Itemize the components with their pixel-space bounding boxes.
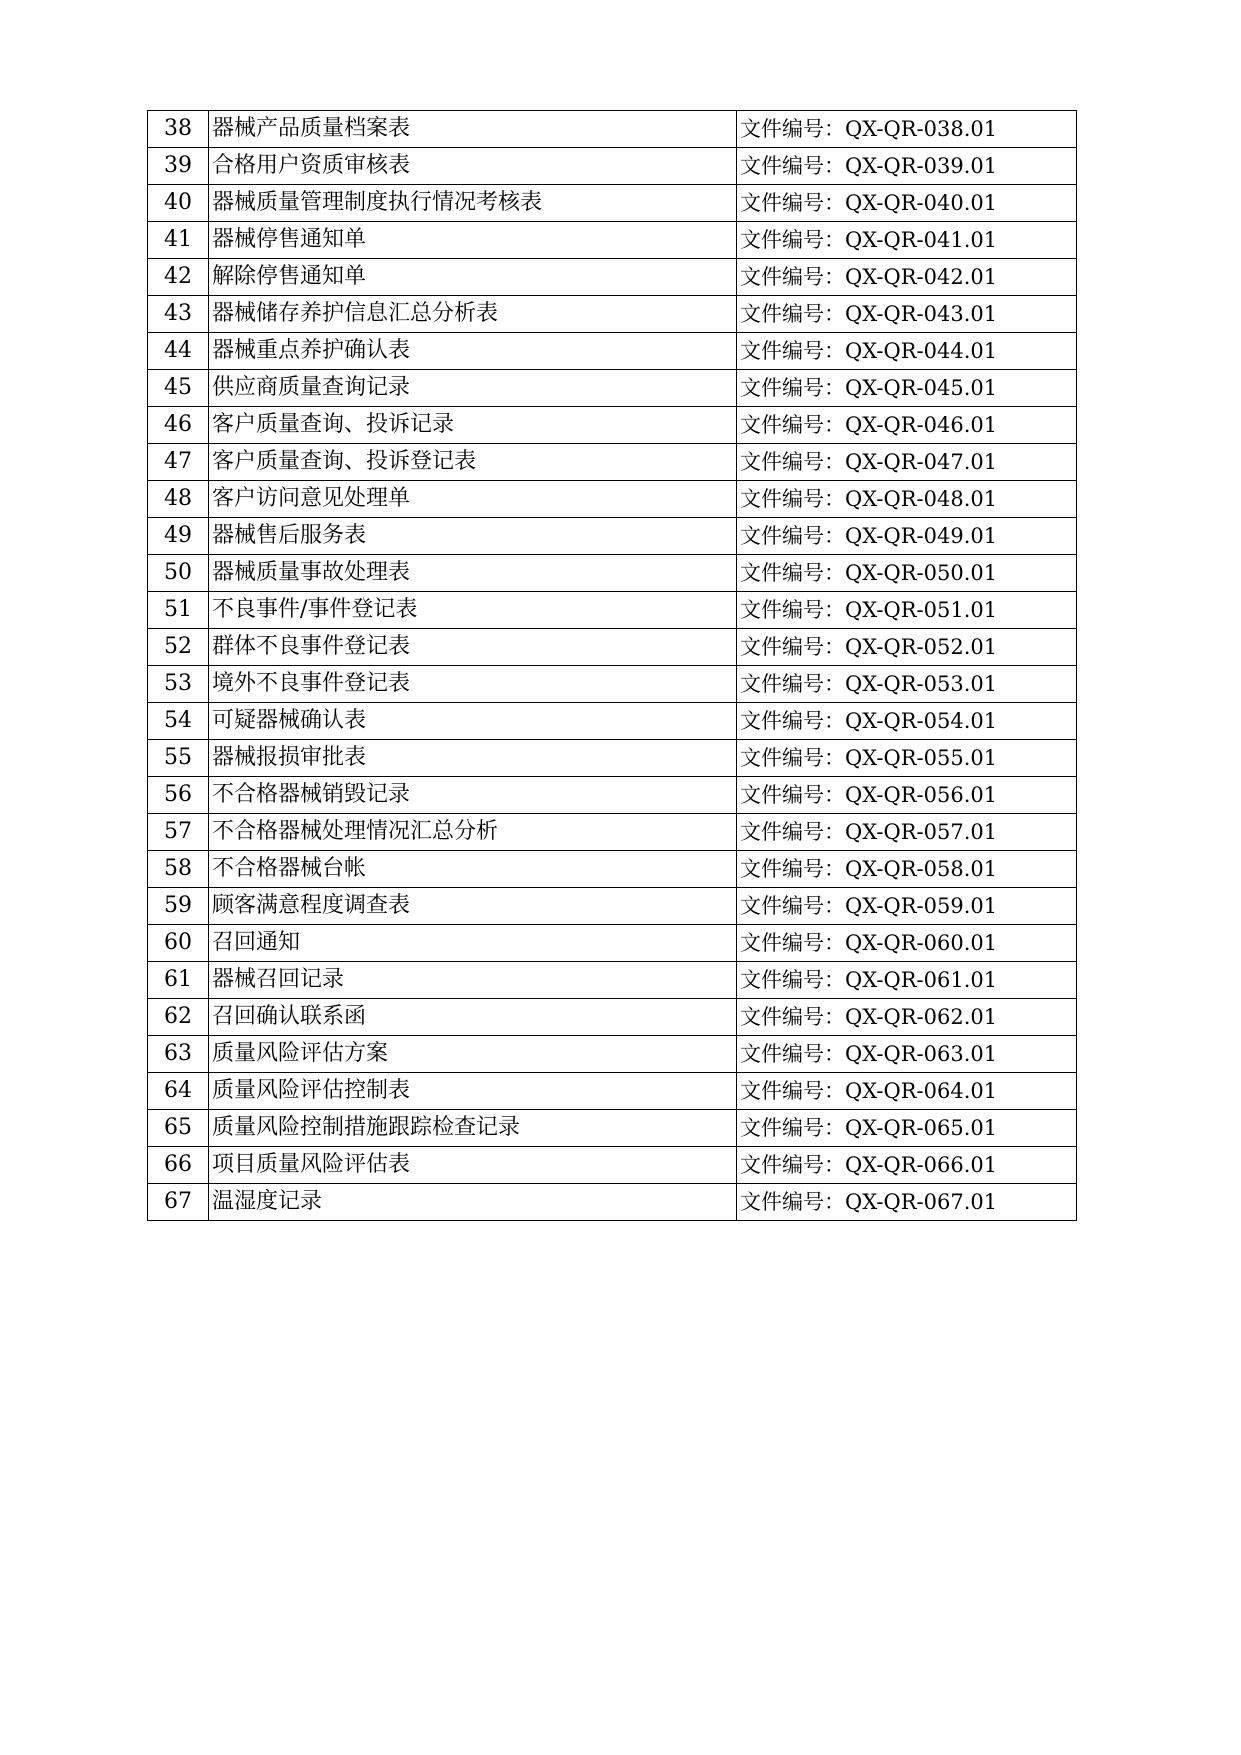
form-name: 供应商质量查询记录 — [209, 370, 737, 407]
form-name: 器械召回记录 — [209, 962, 737, 999]
table-row — [148, 1073, 1077, 1110]
document-code: 文件编号：QX-QR-044.01 — [737, 333, 1077, 370]
document-code: 文件编号：QX-QR-062.01 — [737, 999, 1077, 1036]
table-row — [148, 703, 1077, 740]
table-row — [148, 1184, 1077, 1221]
form-name: 召回确认联系函 — [209, 999, 737, 1036]
form-name: 器械质量管理制度执行情况考核表 — [209, 185, 737, 222]
document-code: 文件编号：QX-QR-046.01 — [737, 407, 1077, 444]
table-row — [148, 925, 1077, 962]
row-number: 52 — [148, 629, 209, 666]
form-name: 客户质量查询、投诉记录 — [209, 407, 737, 444]
document-code: 文件编号：QX-QR-059.01 — [737, 888, 1077, 925]
table-row — [148, 999, 1077, 1036]
row-number: 56 — [148, 777, 209, 814]
form-name: 质量风险评估方案 — [209, 1036, 737, 1073]
form-name: 群体不良事件登记表 — [209, 629, 737, 666]
form-name: 器械产品质量档案表 — [209, 111, 737, 148]
form-name: 器械售后服务表 — [209, 518, 737, 555]
table-row — [148, 555, 1077, 592]
form-name: 境外不良事件登记表 — [209, 666, 737, 703]
form-name: 器械停售通知单 — [209, 222, 737, 259]
table-row — [148, 814, 1077, 851]
form-name: 不合格器械处理情况汇总分析 — [209, 814, 737, 851]
row-number: 46 — [148, 407, 209, 444]
row-number: 64 — [148, 1073, 209, 1110]
row-number: 42 — [148, 259, 209, 296]
document-code: 文件编号：QX-QR-048.01 — [737, 481, 1077, 518]
row-number: 49 — [148, 518, 209, 555]
document-code: 文件编号：QX-QR-057.01 — [737, 814, 1077, 851]
table-row — [148, 481, 1077, 518]
table-row — [148, 370, 1077, 407]
form-name: 器械报损审批表 — [209, 740, 737, 777]
table-row — [148, 1147, 1077, 1184]
table-row — [148, 888, 1077, 925]
form-name: 召回通知 — [209, 925, 737, 962]
form-name: 质量风险评估控制表 — [209, 1073, 737, 1110]
row-number: 45 — [148, 370, 209, 407]
document-code: 文件编号：QX-QR-051.01 — [737, 592, 1077, 629]
form-name: 不合格器械台帐 — [209, 851, 737, 888]
document-code: 文件编号：QX-QR-063.01 — [737, 1036, 1077, 1073]
row-number: 44 — [148, 333, 209, 370]
form-name: 器械重点养护确认表 — [209, 333, 737, 370]
row-number: 40 — [148, 185, 209, 222]
row-number: 55 — [148, 740, 209, 777]
document-code: 文件编号：QX-QR-041.01 — [737, 222, 1077, 259]
table-row — [148, 222, 1077, 259]
row-number: 54 — [148, 703, 209, 740]
table-row — [148, 740, 1077, 777]
document-code: 文件编号：QX-QR-054.01 — [737, 703, 1077, 740]
row-number: 58 — [148, 851, 209, 888]
document-code: 文件编号：QX-QR-052.01 — [737, 629, 1077, 666]
form-name: 顾客满意程度调查表 — [209, 888, 737, 925]
row-number: 48 — [148, 481, 209, 518]
table-row — [148, 259, 1077, 296]
document-code: 文件编号：QX-QR-055.01 — [737, 740, 1077, 777]
row-number: 63 — [148, 1036, 209, 1073]
document-code: 文件编号：QX-QR-038.01 — [737, 111, 1077, 148]
row-number: 50 — [148, 555, 209, 592]
form-name: 可疑器械确认表 — [209, 703, 737, 740]
document-code: 文件编号：QX-QR-040.01 — [737, 185, 1077, 222]
table-row — [148, 333, 1077, 370]
form-name: 解除停售通知单 — [209, 259, 737, 296]
row-number: 39 — [148, 148, 209, 185]
form-name: 器械储存养护信息汇总分析表 — [209, 296, 737, 333]
form-name: 不良事件/事件登记表 — [209, 592, 737, 629]
row-number: 38 — [148, 111, 209, 148]
table-row — [148, 111, 1077, 148]
row-number: 66 — [148, 1147, 209, 1184]
form-name: 客户质量查询、投诉登记表 — [209, 444, 737, 481]
document-code: 文件编号：QX-QR-039.01 — [737, 148, 1077, 185]
document-code: 文件编号：QX-QR-045.01 — [737, 370, 1077, 407]
row-number: 60 — [148, 925, 209, 962]
table-row — [148, 666, 1077, 703]
table-row — [148, 518, 1077, 555]
table-row — [148, 777, 1077, 814]
form-name: 不合格器械销毁记录 — [209, 777, 737, 814]
row-number: 57 — [148, 814, 209, 851]
row-number: 62 — [148, 999, 209, 1036]
table-row — [148, 851, 1077, 888]
row-number: 43 — [148, 296, 209, 333]
document-table — [147, 110, 1077, 1221]
document-code: 文件编号：QX-QR-061.01 — [737, 962, 1077, 999]
document-code: 文件编号：QX-QR-060.01 — [737, 925, 1077, 962]
row-number: 47 — [148, 444, 209, 481]
document-code: 文件编号：QX-QR-067.01 — [737, 1184, 1077, 1221]
document-code: 文件编号：QX-QR-065.01 — [737, 1110, 1077, 1147]
form-name: 项目质量风险评估表 — [209, 1147, 737, 1184]
form-name: 客户访问意见处理单 — [209, 481, 737, 518]
document-code: 文件编号：QX-QR-043.01 — [737, 296, 1077, 333]
document-code: 文件编号：QX-QR-049.01 — [737, 518, 1077, 555]
table-row — [148, 1036, 1077, 1073]
form-name: 质量风险控制措施跟踪检查记录 — [209, 1110, 737, 1147]
document-code: 文件编号：QX-QR-047.01 — [737, 444, 1077, 481]
table-row — [148, 148, 1077, 185]
table-row — [148, 629, 1077, 666]
table-row — [148, 1110, 1077, 1147]
table-row — [148, 296, 1077, 333]
table-row — [148, 407, 1077, 444]
document-table-body — [148, 111, 1077, 1221]
document-code: 文件编号：QX-QR-066.01 — [737, 1147, 1077, 1184]
row-number: 53 — [148, 666, 209, 703]
document-code: 文件编号：QX-QR-056.01 — [737, 777, 1077, 814]
row-number: 59 — [148, 888, 209, 925]
row-number: 51 — [148, 592, 209, 629]
table-row — [148, 444, 1077, 481]
table-row — [148, 185, 1077, 222]
table-row — [148, 962, 1077, 999]
row-number: 41 — [148, 222, 209, 259]
document-code: 文件编号：QX-QR-064.01 — [737, 1073, 1077, 1110]
row-number: 61 — [148, 962, 209, 999]
document-code: 文件编号：QX-QR-058.01 — [737, 851, 1077, 888]
table-row — [148, 592, 1077, 629]
form-name: 器械质量事故处理表 — [209, 555, 737, 592]
form-name: 温湿度记录 — [209, 1184, 737, 1221]
document-code: 文件编号：QX-QR-050.01 — [737, 555, 1077, 592]
row-number: 67 — [148, 1184, 209, 1221]
form-name: 合格用户资质审核表 — [209, 148, 737, 185]
row-number: 65 — [148, 1110, 209, 1147]
document-code: 文件编号：QX-QR-042.01 — [737, 259, 1077, 296]
document-code: 文件编号：QX-QR-053.01 — [737, 666, 1077, 703]
